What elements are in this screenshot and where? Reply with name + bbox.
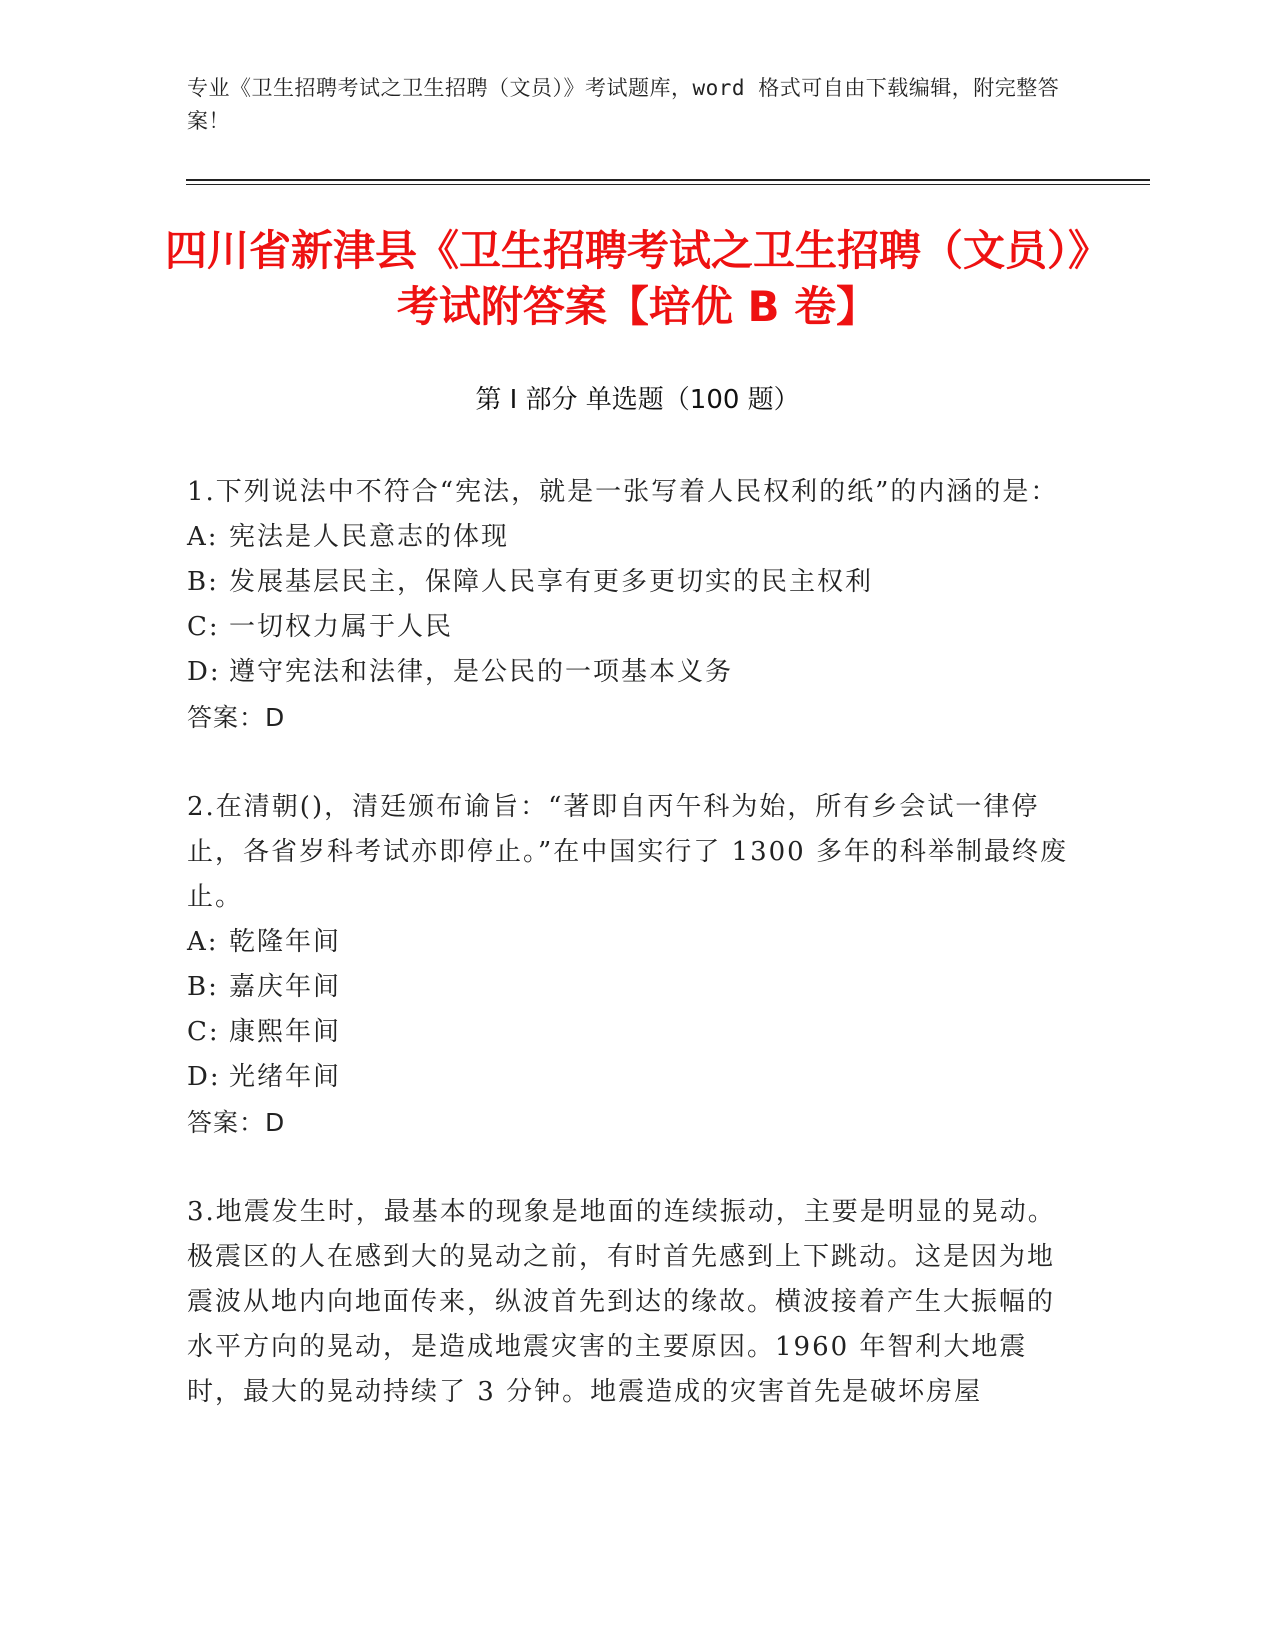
question-stem: 1.下列说法中不符合“宪法，就是一张写着人民权利的纸”的内涵的是： bbox=[187, 477, 1059, 507]
question-2 bbox=[187, 785, 1072, 1145]
header-divider-thick bbox=[186, 179, 1150, 181]
option-text: 光绪年间 bbox=[229, 1062, 342, 1092]
option-b bbox=[187, 560, 1072, 605]
option-d bbox=[187, 1055, 1072, 1100]
question-1 bbox=[187, 470, 1072, 740]
option-b bbox=[187, 965, 1072, 1010]
section-heading: 第 I 部分 单选题（100 题） bbox=[475, 385, 800, 415]
option-label: A: bbox=[187, 927, 219, 957]
option-text: 一切权力属于人民 bbox=[229, 612, 454, 642]
answer-line: 答案：D bbox=[187, 1108, 286, 1137]
option-label: D: bbox=[187, 657, 221, 687]
option-text: 宪法是人民意志的体现 bbox=[229, 522, 510, 552]
option-c bbox=[187, 1010, 1072, 1055]
option-label: C: bbox=[187, 612, 220, 642]
question-3 bbox=[187, 1190, 1072, 1415]
option-label: B: bbox=[187, 567, 219, 597]
answer-line: 答案：D bbox=[187, 703, 286, 732]
option-text: 康熙年间 bbox=[229, 1017, 342, 1047]
question-list bbox=[187, 470, 1072, 1460]
option-label: A: bbox=[187, 522, 219, 552]
option-a bbox=[187, 515, 1072, 560]
option-a bbox=[187, 920, 1072, 965]
option-c bbox=[187, 605, 1072, 650]
option-label: B: bbox=[187, 972, 219, 1002]
option-label: C: bbox=[187, 1017, 220, 1047]
option-text: 遵守宪法和法律，是公民的一项基本义务 bbox=[229, 657, 734, 687]
header-divider-thin bbox=[186, 184, 1150, 185]
document-title: 四川省新津县《卫生招聘考试之卫生招聘（文员）》考试附答案【培优 B 卷】 bbox=[164, 226, 1110, 331]
question-stem: 3.地震发生时，最基本的现象是地面的连续振动，主要是明显的晃动。极震区的人在感到大的晃动之前，有时首先感到上下跳动。这是因为地震波从地内向地面传来，纵波首先到达的缘故。横波接着产生大振幅的水平方向的晃动，是造成地震灾害的主要原因。1960 年智利大地震时，最大的晃动持续了 3 分钟。地震造成的灾害首先是破坏房屋 bbox=[187, 1197, 1056, 1407]
option-text: 嘉庆年间 bbox=[229, 972, 342, 1002]
question-stem: 2.在清朝()，清廷颁布谕旨：“著即自丙午科为始，所有乡会试一律停止，各省岁科考试亦即停止。”在中国实行了 1300 多年的科举制最终废止。 bbox=[187, 792, 1068, 912]
option-label: D: bbox=[187, 1062, 221, 1092]
header-note: 专业《卫生招聘考试之卫生招聘（文员）》考试题库，word 格式可自由下载编辑，附完整答案！ bbox=[187, 76, 1060, 133]
option-text: 乾隆年间 bbox=[229, 927, 342, 957]
option-d bbox=[187, 650, 1072, 695]
option-text: 发展基层民主，保障人民享有更多更切实的民主权利 bbox=[229, 567, 874, 597]
